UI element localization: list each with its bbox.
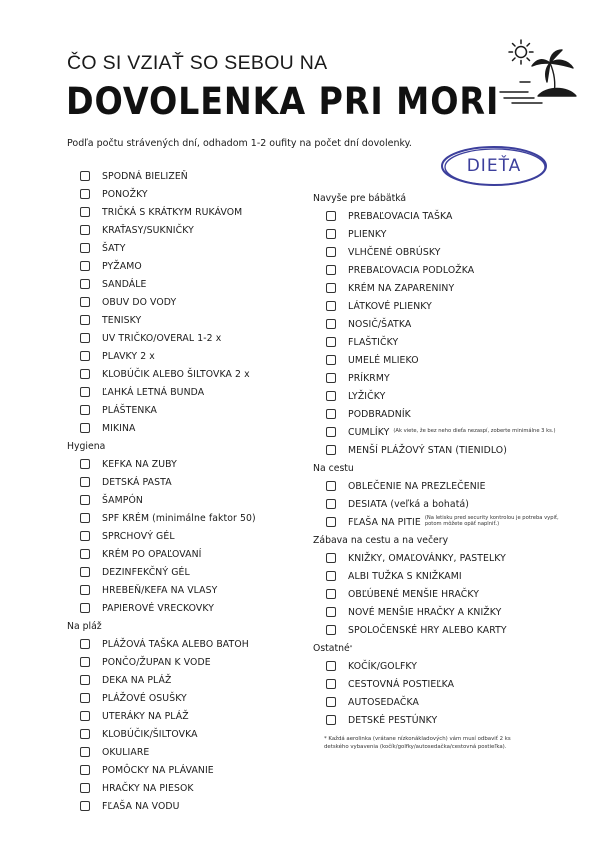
checkbox[interactable] [80,477,90,487]
checklist-item [313,207,559,225]
item-label: UV TRIČKO/OVERAL 1-2 x [102,332,222,344]
item-label: SPOLOČENSKÉ HRY ALEBO KARTY [348,624,507,636]
clothes-list [67,167,256,437]
checkbox[interactable] [326,247,336,257]
checklist-item [67,293,256,311]
checkbox[interactable] [80,585,90,595]
item-label: PONOŽKY [102,188,148,200]
item-label: LYŽIČKY [348,390,386,402]
checkbox[interactable] [80,207,90,217]
checklist-item [313,405,559,423]
checklist-item [67,257,256,275]
item-label: AUTOSEDAČKA [348,696,420,708]
checklist-item [67,455,256,473]
right-checklist [313,189,559,729]
item-label: ALBI TUŽKA S KNIŽKAMI [348,570,462,582]
checklist-item [67,653,256,671]
item-label: TRIČKÁ S KRÁTKYM RUKÁVOM [102,206,243,218]
checkbox[interactable] [80,603,90,613]
checklist-item [313,603,559,621]
checklist-item [67,239,256,257]
checklist-item [67,365,256,383]
item-label: PYŽAMO [102,260,142,272]
checkbox[interactable] [80,333,90,343]
checklist-item [67,473,256,491]
checkbox[interactable] [80,279,90,289]
checklist-item [67,221,256,239]
item-note [425,516,559,528]
hygiene-list [67,455,256,617]
intro-text: Podľa počtu strávených dní, odhadom 1-2 oufity na počet dní dovolenky. [67,138,412,149]
other-list [313,657,559,729]
item-label: KRAŤASY/SUKNIČKY [102,224,194,236]
checklist-item [313,279,559,297]
checklist-item [313,387,559,405]
checklist-item [313,351,559,369]
item-label: OBLEČENIE NA PREZLEČENIE [348,480,486,492]
checklist-item [67,779,256,797]
checklist-item [313,711,559,729]
item-label: DEZINFEKČNÝ GÉL [102,566,190,578]
item-note [393,429,555,435]
checklist-item [67,347,256,365]
checklist-item [67,185,256,203]
fun-list [313,549,559,639]
footnote-line: detského vybavenia (kočík/golfky/autosedačka/cestovná postieľka). [324,744,507,751]
checkbox[interactable] [326,373,336,383]
item-label: PAPIEROVÉ VRECKOVKY [102,602,215,614]
checklist-item [67,761,256,779]
item-label: UTERÁKY NA PLÁŽ [102,710,189,722]
checkbox[interactable] [326,661,336,671]
checkbox[interactable] [80,351,90,361]
checklist-item [67,311,256,329]
checklist-item [313,477,559,495]
item-label: SPF KRÉM (minimálne faktor 50) [102,512,256,524]
checkbox[interactable] [80,189,90,199]
checklist-item [313,567,559,585]
travel-list [313,477,559,531]
checklist-item [67,203,256,221]
item-label: FLAŠTIČKY [348,336,399,348]
item-note-line: (Na letisku pred security kontrolou je potreba vypiť, [424,515,559,522]
item-label: VLHČENÉ OBRÚSKY [348,246,441,258]
checkbox[interactable] [326,211,336,221]
checkbox[interactable] [80,711,90,721]
checkbox[interactable] [326,715,336,725]
checkbox[interactable] [326,427,336,437]
item-label: DETSKÉ PESTÚNKY [348,714,438,726]
checkbox[interactable] [80,261,90,271]
checkbox[interactable] [80,693,90,703]
item-label: HRAČKY NA PIESOK [102,782,194,794]
checklist-item [67,167,256,185]
checkbox[interactable] [326,625,336,635]
checkbox[interactable] [80,369,90,379]
checklist-item [67,797,256,815]
checklist-item [67,419,256,437]
item-label: TENISKY [102,314,142,326]
checklist-item [313,513,559,531]
checkbox[interactable] [80,657,90,667]
item-label: SPRCHOVÝ GÉL [102,530,175,542]
checkbox[interactable] [326,229,336,239]
checklist-item [313,693,559,711]
checklist-item [67,707,256,725]
checklist-item [313,369,559,387]
section-heading-other [313,639,559,657]
checklist-item [67,671,256,689]
item-label: FĽAŠA NA PITIE [348,516,421,528]
item-label: MENŠÍ PLÁŽOVÝ STAN (TIENIDLO) [348,444,507,456]
item-label: HREBEŇ/KEFA NA VLASY [102,584,218,596]
checklist-item [67,581,256,599]
checkbox[interactable] [326,283,336,293]
item-label: PLÁŽOVÉ OSUŠKY [102,692,187,704]
sun-palm-illustration [498,36,580,122]
checklist-item [67,491,256,509]
item-label: FĽAŠA NA VODU [102,800,180,812]
checkbox[interactable] [326,301,336,311]
item-label: KLOBÚČIK ALEBO ŠILTOVKA 2 x [102,368,250,380]
item-label: PLÁŠTENKA [102,404,157,416]
palm-island-icon [500,50,576,103]
checklist-item [67,599,256,617]
checklist-item [313,549,559,567]
footnote-mark: * [349,645,353,651]
checkbox[interactable] [80,639,90,649]
item-label: KLOBÚČIK/ŠILTOVKA [102,728,198,740]
footnote [324,735,554,752]
checklist-item [67,527,256,545]
item-label: PREBAĽOVACIA PODLOŽKA [348,264,475,276]
item-label: KOČÍK/GOLFKY [348,660,418,672]
checkbox[interactable] [80,801,90,811]
section-heading-fun: Zábava na cestu a na večery [313,534,449,546]
checkbox[interactable] [326,553,336,563]
checkbox[interactable] [80,567,90,577]
item-label: KNIŽKY, OMAĽOVÁNKY, PASTELKY [348,552,506,564]
checklist-item [67,635,256,653]
item-label: DETSKÁ PASTA [102,476,172,488]
item-label: OKULIARE [102,746,150,758]
footnote-line: * Každá aerolinka (vrátane nízkonákladových) vám musí odbaviť 2 ks [324,736,511,742]
section-heading-baby: Navyše pre bábätká [313,192,407,204]
checklist-item [313,585,559,603]
checklist-item [67,743,256,761]
checklist-item [313,441,559,459]
beach-list [67,635,256,815]
checkbox[interactable] [80,405,90,415]
checkbox[interactable] [326,265,336,275]
item-label: PRÍKRMY [348,372,390,384]
checklist-item [67,563,256,581]
checkbox[interactable] [326,391,336,401]
badge-label: DIEŤA [466,156,522,176]
checkbox[interactable] [326,589,336,599]
checklist-item [313,315,559,333]
checkbox[interactable] [326,679,336,689]
checkbox[interactable] [80,549,90,559]
item-label: NOSIČ/ŠATKA [348,318,412,330]
sun-icon [509,40,533,64]
checkbox[interactable] [80,747,90,757]
checklist-item [67,725,256,743]
checklist-item [67,545,256,563]
checkbox[interactable] [80,423,90,433]
checkbox[interactable] [326,517,336,527]
item-label: DESIATA (veľká a bohatá) [348,498,469,510]
checklist-item [313,225,559,243]
section-heading-hygiene: Hygiena [67,440,106,452]
item-label: ŠAMPÓN [102,494,143,506]
checklist-item [313,675,559,693]
item-label: LÁTKOVÉ PLIENKY [348,300,432,312]
checklist-item [313,423,559,441]
checklist-item [313,657,559,675]
item-label: DEKA NA PLÁŽ [102,674,172,686]
checklist-item [67,401,256,419]
item-label: KEFKA NA ZUBY [102,458,177,470]
checklist-item [67,329,256,347]
item-label: SANDÁLE [102,278,147,290]
checkbox[interactable] [80,783,90,793]
section-heading-travel: Na cestu [313,462,354,474]
checkbox[interactable] [326,355,336,365]
checkbox[interactable] [80,513,90,523]
checkbox[interactable] [326,337,336,347]
checklist-item [313,261,559,279]
left-checklist [67,167,256,815]
checkbox[interactable] [80,765,90,775]
item-label: PLIENKY [348,228,387,240]
section-heading-beach: Na pláž [67,620,102,632]
checkbox[interactable] [326,481,336,491]
item-label: OBĽÚBENÉ MENŠIE HRAČKY [348,588,479,600]
checkbox[interactable] [80,315,90,325]
item-label: OBUV DO VODY [102,296,177,308]
item-label: KRÉM NA ZAPARENINY [348,282,455,294]
baby-list [313,207,559,459]
item-label: MIKINA [102,422,136,434]
page-subtitle: ČO SI VZIAŤ SO SEBOU NA [67,52,328,74]
item-label: ĽAHKÁ LETNÁ BUNDA [102,386,205,398]
item-label: POMÔCKY NA PLÁVANIE [102,764,214,776]
checkbox[interactable] [80,675,90,685]
checkbox[interactable] [80,387,90,397]
child-badge [440,144,548,188]
checkbox[interactable] [326,409,336,419]
item-label: PREBAĽOVACIA TAŠKA [348,210,453,222]
item-label: CUMLÍKY [348,426,390,438]
checkbox[interactable] [80,531,90,541]
item-label: CESTOVNÁ POSTIEĽKA [348,678,455,690]
page-title: DOVOLENKA PRI MORI [66,80,500,123]
checkbox[interactable] [326,571,336,581]
checkbox[interactable] [326,697,336,707]
checklist-item [67,509,256,527]
item-label: NOVÉ MENŠIE HRAČKY A KNIŽKY [348,606,502,618]
checklist-item [67,383,256,401]
checkbox[interactable] [326,499,336,509]
item-label: KRÉM PO OPAĽOVANÍ [102,548,202,560]
checkbox[interactable] [80,459,90,469]
checklist-item [67,689,256,707]
checklist-item [313,243,559,261]
checkbox[interactable] [80,495,90,505]
checkbox[interactable] [80,297,90,307]
checkbox[interactable] [80,729,90,739]
checklist-item [313,495,559,513]
checkbox[interactable] [326,319,336,329]
item-label: SPODNÁ BIELIZEŇ [102,170,188,182]
checkbox[interactable] [80,225,90,235]
item-note-line: (Ak viete, že bez neho dieťa nezaspí, zoberte minimálne 3 ks.) [393,428,556,435]
checklist-item [313,333,559,351]
checkbox[interactable] [326,445,336,455]
item-label: PONČO/ŽUPAN K VODE [102,656,211,668]
checklist-item [313,621,559,639]
item-note-line: potom môžete opäť naplniť.) [424,521,500,527]
checklist-item [313,297,559,315]
checkbox[interactable] [80,171,90,181]
other-heading-text: Ostatné [313,642,350,654]
item-label: PLAVKY 2 x [102,350,155,362]
item-label: PLÁŽOVÁ TAŠKA ALEBO BATOH [102,638,249,650]
checklist-item [67,275,256,293]
item-label: ŠATY [102,242,126,254]
item-label: PODBRADNÍK [348,408,411,420]
item-label: UMELÉ MLIEKO [348,354,419,366]
checkbox[interactable] [80,243,90,253]
checkbox[interactable] [326,607,336,617]
